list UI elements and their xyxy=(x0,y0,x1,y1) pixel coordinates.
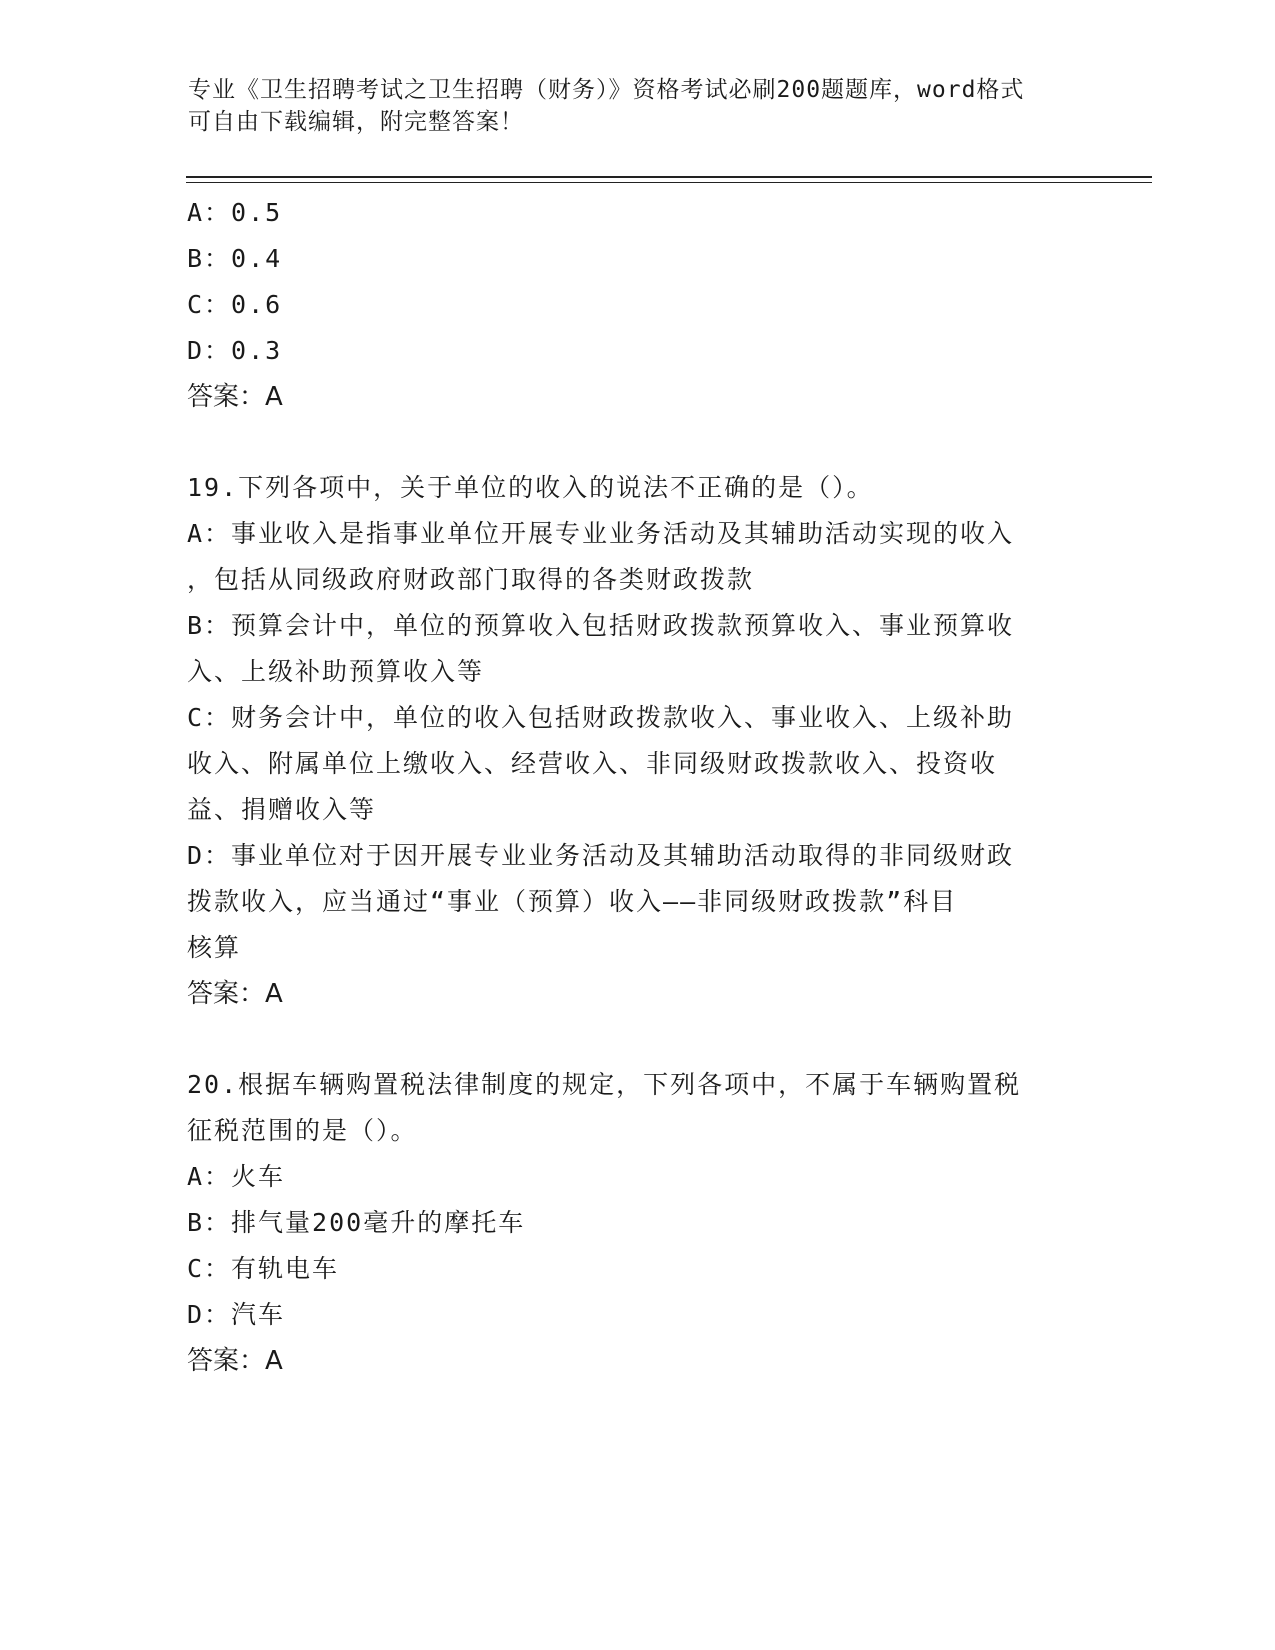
answer: 答案：A xyxy=(187,382,283,412)
option-c-line-1: C：财务会计中，单位的收入包括财政拨款收入、事业收入、上级补助 xyxy=(187,703,1015,732)
question-text: 19.下列各项中，关于单位的收入的说法不正确的是（）。 xyxy=(187,473,874,502)
option-c-line-3: 益、捐赠收入等 xyxy=(187,795,377,824)
option-a-line-2: ，包括从同级政府财政部门取得的各类财政拨款 xyxy=(187,565,755,594)
option-b-line-2: 入、上级补助预算收入等 xyxy=(187,657,485,686)
header-line-2: 可自由下载编辑，附完整答案！ xyxy=(188,109,524,135)
question-18-tail xyxy=(187,190,1077,420)
option-c: C：有轨电车 xyxy=(187,1254,340,1283)
option-b: B：排气量200毫升的摩托车 xyxy=(187,1208,526,1237)
spacer xyxy=(187,1017,1077,1062)
spacer xyxy=(187,420,1077,465)
question-19 xyxy=(187,465,1077,1017)
option-a: A：火车 xyxy=(187,1162,286,1191)
option-d-line-2: 拨款收入，应当通过“事业（预算）收入——非同级财政拨款”科目 xyxy=(187,887,958,916)
question-20 xyxy=(187,1062,1077,1384)
option-b: B：0.4 xyxy=(187,244,283,273)
document-header xyxy=(188,74,1068,138)
document-body xyxy=(187,190,1077,1384)
answer: 答案：A xyxy=(187,1346,283,1376)
header-divider-thick xyxy=(186,176,1152,178)
option-d: D：汽车 xyxy=(187,1300,286,1329)
option-c: C：0.6 xyxy=(187,290,283,319)
option-d-line-1: D：事业单位对于因开展专业业务活动及其辅助活动取得的非同级财政 xyxy=(187,841,1015,870)
option-d: D：0.3 xyxy=(187,336,283,365)
option-b-line-1: B：预算会计中，单位的预算收入包括财政拨款预算收入、事业预算收 xyxy=(187,611,1015,640)
question-text-line-1: 20.根据车辆购置税法律制度的规定，下列各项中，不属于车辆购置税 xyxy=(187,1070,1022,1099)
option-c-line-2: 收入、附属单位上缴收入、经营收入、非同级财政拨款收入、投资收 xyxy=(187,749,998,778)
question-text-line-2: 征税范围的是（）。 xyxy=(187,1116,418,1145)
header-divider-thin xyxy=(186,182,1152,183)
answer: 答案：A xyxy=(187,979,283,1009)
option-a-line-1: A：事业收入是指事业单位开展专业业务活动及其辅助活动实现的收入 xyxy=(187,519,1015,548)
option-a: A：0.5 xyxy=(187,198,283,227)
header-line-1: 专业《卫生招聘考试之卫生招聘（财务）》资格考试必刷200题题库，word格式 xyxy=(188,77,1025,103)
option-d-line-3: 核算 xyxy=(187,933,242,962)
